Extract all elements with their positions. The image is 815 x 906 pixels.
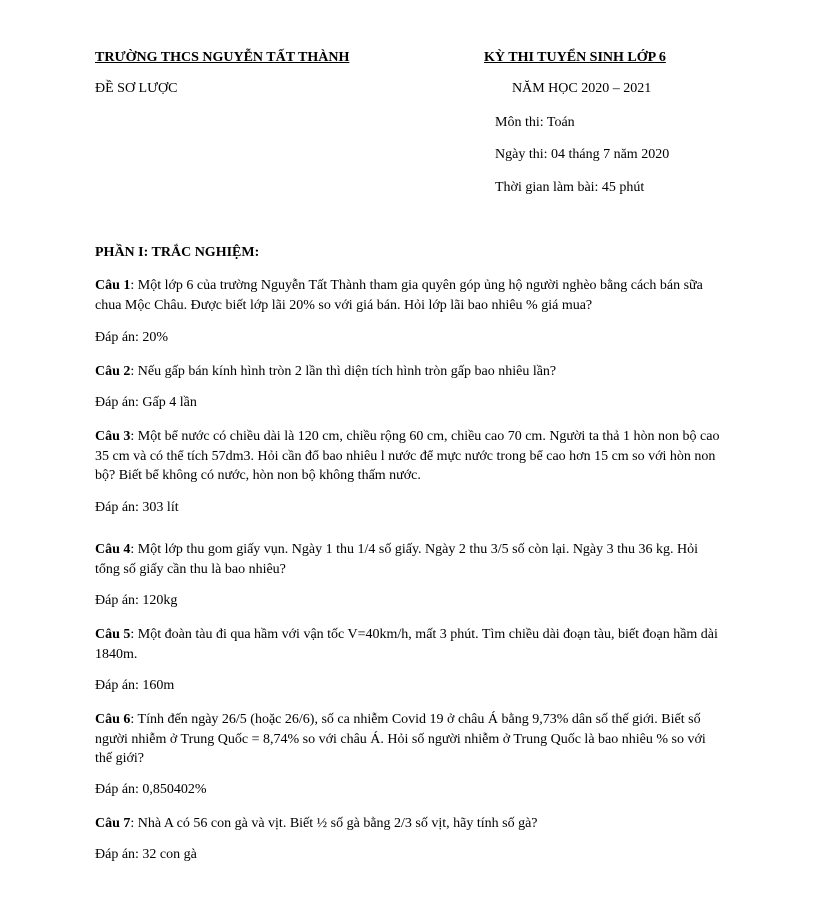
answer-6: Đáp án: 0,850402%	[95, 782, 207, 797]
question-5-text: : Một đoàn tàu đi qua hầm với vận tốc V=40km/h, mất 3 phút. Tìm chiều dài đoạn tàu, biết đoạn hầm dài 1840m.	[95, 627, 718, 662]
question-7-text: : Nhà A có 56 con gà và vịt. Biết ½ số gà bằng 2/3 số vịt, hãy tính số gà?	[130, 816, 538, 831]
exam-duration: Thời gian làm bài: 45 phút	[495, 180, 645, 195]
school-name: TRƯỜNG THCS NGUYỄN TẤT THÀNH	[95, 50, 350, 65]
question-7	[95, 814, 725, 834]
exam-title: KỲ THI TUYỂN SINH LỚP 6	[484, 50, 666, 65]
exam-date: Ngày thi: 04 tháng 7 năm 2020	[495, 147, 670, 162]
question-3-label: Câu 3	[95, 429, 131, 444]
question-4-label: Câu 4	[95, 542, 131, 557]
question-1-label: Câu 1	[95, 278, 131, 293]
question-4	[95, 540, 725, 579]
question-6-label: Câu 6	[95, 712, 131, 727]
answer-5: Đáp án: 160m	[95, 678, 175, 693]
question-5	[95, 625, 725, 664]
exam-subject: Môn thi: Toán	[495, 115, 575, 130]
draft-label: ĐỀ SƠ LƯỢC	[95, 81, 178, 96]
question-2-text: : Nếu gấp bán kính hình tròn 2 lần thì diện tích hình tròn gấp bao nhiêu lần?	[130, 364, 557, 379]
question-2-label: Câu 2	[95, 364, 131, 379]
answer-2: Đáp án: Gấp 4 lần	[95, 395, 197, 410]
answer-7: Đáp án: 32 con gà	[95, 847, 197, 862]
question-4-text: : Một lớp thu gom giấy vụn. Ngày 1 thu 1/4 số giấy. Ngày 2 thu 3/5 số còn lại. Ngày 3 thu 36 kg. Hỏi tổng số giấy cần thu là bao nhiêu?	[95, 542, 699, 577]
question-2	[95, 362, 725, 382]
question-3-text: : Một bể nước có chiều dài là 120 cm, chiều rộng 60 cm, chiều cao 70 cm. Người ta thả 1 hòn non bộ cao 35 cm và có thể tích 57dm3. Hỏi cần đổ bao nhiêu l nước để mực nước trong bể cao hơn 15 cm so với hòn non bộ? Biết bể không có nước, hòn non bộ không thấm nước.	[95, 429, 720, 483]
question-3	[95, 427, 725, 486]
answer-4: Đáp án: 120kg	[95, 593, 178, 608]
question-1	[95, 276, 725, 315]
question-7-label: Câu 7	[95, 816, 131, 831]
question-5-label: Câu 5	[95, 627, 131, 642]
school-year: NĂM HỌC 2020 – 2021	[512, 81, 652, 96]
answer-3: Đáp án: 303 lít	[95, 500, 179, 515]
question-6-text: : Tính đến ngày 26/5 (hoặc 26/6), số ca nhiễm Covid 19 ở châu Á bằng 9,73% dân số thế giới. Biết số người nhiễm ở Trung Quốc = 8,74% so với châu Á. Hỏi số người nhiễm ở Trung Quốc là bao nhiêu % so với thế giới?	[95, 712, 706, 766]
section-title: PHẦN I: TRẮC NGHIỆM:	[95, 245, 260, 260]
answer-1: Đáp án: 20%	[95, 330, 169, 345]
question-1-text: : Một lớp 6 của trường Nguyễn Tất Thành tham gia quyên góp ủng hộ người nghèo bằng cách bán sữa chua Mộc Châu. Được biết lớp lãi 20% so với giá bán. Hỏi lớp lãi bao nhiêu % giá mua?	[95, 278, 703, 313]
question-6	[95, 710, 725, 769]
